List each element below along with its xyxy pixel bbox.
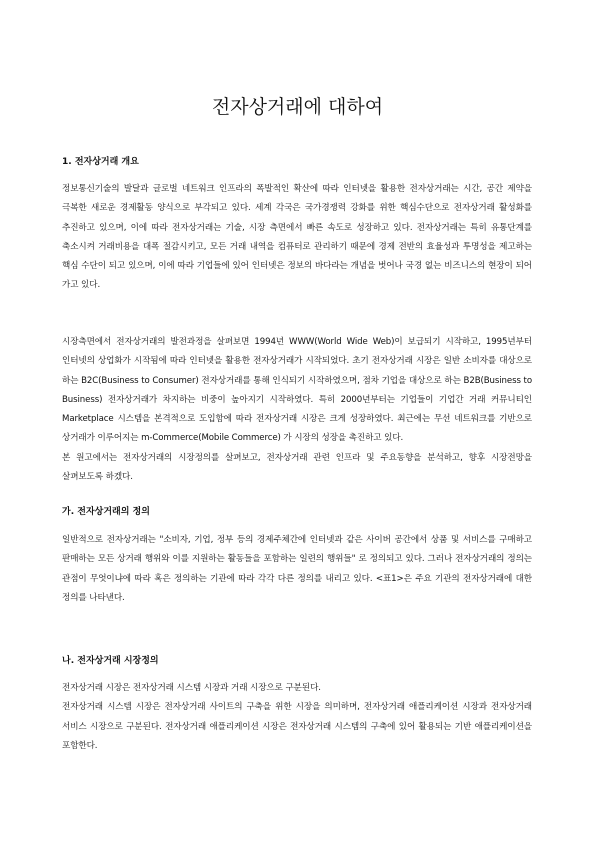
market-definition-paragraph bbox=[62, 679, 532, 756]
section-heading-market-definition: 나. 전자상거래 시장정의 bbox=[62, 656, 159, 666]
document-title: 전자상거래에 대하여 bbox=[211, 96, 384, 118]
definition-paragraph bbox=[62, 531, 532, 608]
market-definition-paragraph-2-text: 전자상거래 시스템 시장은 전자상거래 사이트의 구축을 위한 시장을 의미하며, 전자상거래 애플리케이션 시장과 전자상거래 서비스 시장으로 구분된다. 전자상거래 애플리케이션 시장은 전자상거래 시스템의 구축에 있어 활용되는 기반 애플리케이션을 포함한다. bbox=[62, 702, 532, 751]
overview-paragraph-3-text: 본 원고에서는 전자상거래의 시장정의를 살펴보고, 전자상거래 관련 인프라 및 주요동향을 분석하고, 향후 시장전망을 살펴보도록 하겠다. bbox=[62, 452, 532, 483]
overview-paragraph-1-text: 정보통신기술의 발달과 글로벌 네트워크 인프라의 폭발적인 확산에 따라 인터넷을 활용한 전자상거래는 시간, 공간 제약을 극복한 새로운 경제활동 양식으로 부각되고 있다. 세계 각국은 국가경쟁력 강화를 위한 핵심수단으로 전자상거래 활성화를 추진하고 있으며, 이에 따라 전자상거래는 기술, 시장 측면에서 빠른 속도로 성장하고 있다. 전자상거래는 특히 유통단계를 축소시켜 거래비용을 대폭 절감시키고, 모든 거래 내역을 컴퓨터로 관리하기 때문에 경제 전반의 효율성과 투명성을 제고하는 핵심 수단이 되고 있으며, 이에 따라 기업들에 있어 인터넷은 정보의 바다라는 개념을 벗어나 국경 없는 비즈니스의 현장이 되어 가고 있다. bbox=[62, 184, 532, 291]
overview-paragraph-1 bbox=[62, 180, 532, 296]
market-definition-paragraph-1-text: 전자상거래 시장은 전자상거래 시스템 시장과 거래 시장으로 구분된다. bbox=[62, 683, 321, 693]
overview-paragraph-2-text: 시장측면에서 전자상거래의 발전과정을 살펴보면 1994년 WWW(World Wide Web)이 보급되기 시작하고, 1995년부터 인터넷의 상업화가 시작됨에 따라 인터넷을 활용한 전자상거래가 시작되었다. 초기 전자상거래 시장은 일반 소비자를 대상으로 하는 B2C(Business to Consumer) 전자상거래를 통해 인식되기 시작하였으며, 점차 기업을 대상으로 하는 B2B(Business to Business) 전자상거래가 차지하는 비중이 높아지기 시작하였다. 특히 2000년부터는 기업들이 기업간 거래 커뮤니티인 Marketplace 시스템을 본격적으로 도입함에 따라 전자상거래 시장은 크게 성장하였다. 최근에는 무선 네트워크를 기반으로 상거래가 이루어지는 m-Commerce(Mobile Commerce) 가 시장의 성장을 촉진하고 있다. bbox=[62, 337, 532, 444]
overview-paragraph-2 bbox=[62, 333, 532, 487]
section-heading-definition: 가. 전자상거래의 정의 bbox=[62, 507, 150, 517]
section-heading-overview: 1. 전자상거래 개요 bbox=[62, 157, 139, 167]
definition-paragraph-text: 일반적으로 전자상거래는 "소비자, 기업, 정부 등의 경제주체간에 인터넷과 같은 사이버 공간에서 상품 및 서비스를 구매하고 판매하는 모든 상거래 행위와 이를 지원하는 활동들을 포함하는 일련의 행위들" 로 정의되고 있다. 그러나 전자상거래의 정의는 관점이 무엇이냐에 따라 혹은 정의하는 기관에 따라 각각 다른 정의를 내리고 있다. <표1>은 주요 기관의 전자상거래에 대한 정의를 나타낸다. bbox=[62, 535, 532, 603]
